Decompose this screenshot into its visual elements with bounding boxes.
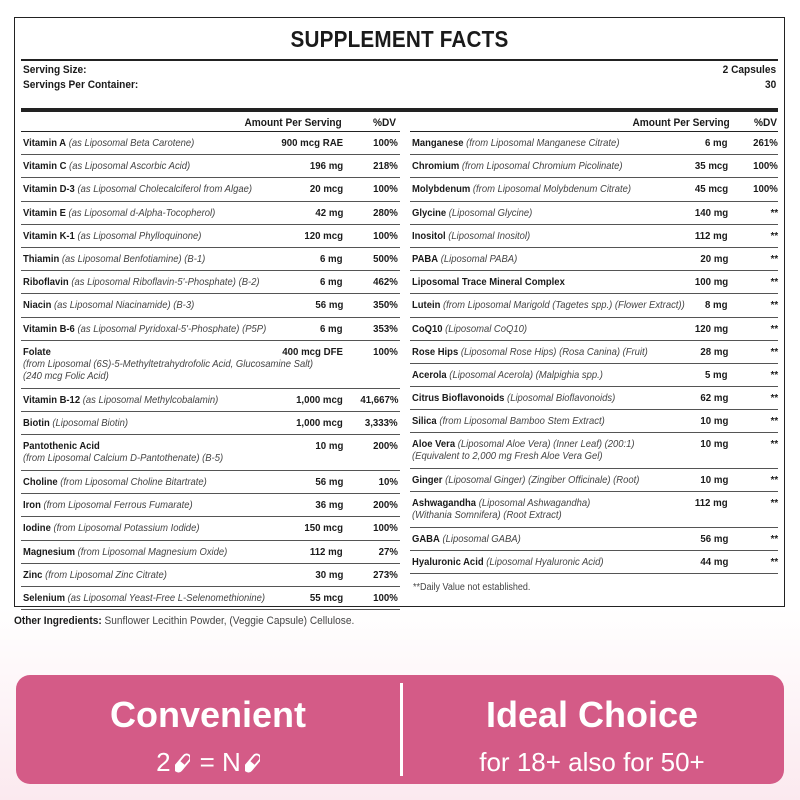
nutrient-amount: 28 mg bbox=[700, 345, 728, 358]
nutrient-row bbox=[21, 412, 400, 435]
nutrient-row bbox=[410, 178, 778, 201]
nutrient-row bbox=[21, 587, 400, 610]
nutrient-source: (from Liposomal Magnesium Oxide) bbox=[77, 545, 228, 558]
nutrient-name: Rose Hips bbox=[412, 345, 459, 358]
nutrient-amount: 112 mg bbox=[695, 229, 728, 242]
nutrient-name: CoQ10 bbox=[412, 322, 443, 335]
nutrient-name: Thiamin bbox=[23, 252, 60, 265]
nutrient-source: (Liposomal Ashwagandha) bbox=[478, 497, 591, 510]
age-text: for 18+ also for 50+ bbox=[479, 747, 705, 777]
nutrient-amount: 6 mg bbox=[705, 137, 728, 149]
nutrient-dv: 273% bbox=[373, 568, 398, 581]
feature-banner bbox=[16, 675, 784, 784]
nutrient-name: GABA bbox=[412, 533, 440, 545]
nutrient-amount: 6 mg bbox=[320, 252, 343, 265]
nutrient-source: (from Liposomal Manganese Citrate) bbox=[466, 137, 620, 149]
serving-size-value: 2 Capsules bbox=[722, 64, 776, 76]
nutrient-label bbox=[23, 499, 193, 511]
capsule-equation bbox=[16, 747, 400, 778]
nutrient-amount: 56 mg bbox=[700, 533, 728, 545]
nutrient-amount: 140 mg bbox=[694, 206, 728, 219]
nutrient-row bbox=[410, 410, 778, 433]
nutrient-row bbox=[21, 517, 400, 540]
nutrient-label bbox=[23, 137, 194, 149]
nutrient-source: (Liposomal Rose Hips) (Rosa Canina) (Fruit) bbox=[460, 345, 648, 358]
nutrient-source: (as Liposomal Benfotiamine) (B-1) bbox=[61, 252, 206, 265]
nutrient-name: Vitamin C bbox=[23, 160, 67, 173]
nutrient-row bbox=[21, 202, 400, 225]
nutrient-label bbox=[23, 276, 260, 288]
nutrient-dv: ** bbox=[770, 556, 778, 569]
nutrient-name: Citrus Bioflavonoids bbox=[412, 392, 505, 405]
nutrient-amount: 10 mg bbox=[700, 438, 728, 451]
nutrient-label bbox=[23, 253, 205, 265]
nutrient-dv: 280% bbox=[373, 206, 398, 219]
nutrient-source: (as Liposomal d-Alpha-Tocopherol) bbox=[68, 206, 216, 219]
nutrient-label bbox=[412, 160, 623, 172]
nutrient-dv: ** bbox=[770, 206, 778, 219]
nutrient-source: (Liposomal GABA) bbox=[442, 533, 521, 545]
nutrient-dv: 100% bbox=[373, 183, 398, 196]
nutrient-row bbox=[21, 389, 400, 412]
nutrient-name: Riboflavin bbox=[23, 276, 69, 289]
nutrient-amount: 6 mg bbox=[320, 276, 343, 289]
nutrient-name: Silica bbox=[412, 415, 437, 428]
nutrient-amount: 10 mg bbox=[700, 415, 728, 428]
nutrient-source-detail: (Withania Somnifera) (Root Extract) bbox=[412, 509, 562, 522]
nutrient-amount: 56 mg bbox=[315, 475, 343, 488]
nutrient-source: (as Liposomal Ascorbic Acid) bbox=[69, 160, 191, 173]
amount-header: Amount Per Serving bbox=[244, 117, 342, 129]
nutrient-label bbox=[23, 522, 199, 534]
nutrient-row bbox=[21, 178, 400, 201]
header-rule bbox=[21, 108, 778, 112]
nutrient-dv: ** bbox=[770, 415, 778, 428]
nutrient-dv: ** bbox=[770, 322, 778, 335]
nutrient-amount: 42 mg bbox=[315, 206, 343, 219]
nutrient-dv: ** bbox=[770, 345, 778, 358]
nutrient-name: Liposomal Trace Mineral Complex bbox=[412, 276, 565, 289]
nutrient-amount: 100 mg bbox=[694, 276, 728, 289]
nutrient-source: (as Liposomal Phylloquinone) bbox=[77, 229, 202, 242]
nutrient-dv: ** bbox=[770, 252, 778, 265]
nutrient-dv: ** bbox=[770, 438, 778, 451]
nutrient-source: (from Liposomal Bamboo Stem Extract) bbox=[439, 415, 605, 428]
nutrient-row bbox=[410, 294, 778, 317]
nutrient-name: Zinc bbox=[23, 568, 43, 581]
servings-per-container-value: 30 bbox=[764, 79, 776, 91]
nutrient-amount: 55 mcg bbox=[309, 591, 343, 604]
nutrient-source: (from Liposomal Choline Bitartrate) bbox=[60, 475, 207, 488]
nutrient-amount: 20 mg bbox=[700, 252, 728, 265]
nutrient-amount: 150 mcg bbox=[304, 522, 343, 535]
ideal-choice-title: Ideal Choice bbox=[485, 694, 699, 735]
nutrient-dv: ** bbox=[770, 229, 778, 242]
nutrient-name: Selenium bbox=[23, 591, 66, 604]
nutrient-source: (as Liposomal Yeast-Free L-Selenomethionine) bbox=[67, 591, 265, 604]
nutrient-dv: ** bbox=[770, 392, 778, 405]
nutrient-source: (from Liposomal Molybdenum Citrate) bbox=[472, 183, 631, 196]
nutrient-label bbox=[23, 160, 190, 172]
nutrient-label bbox=[412, 137, 619, 149]
nutrient-label bbox=[23, 546, 227, 558]
nutrient-label bbox=[23, 417, 128, 429]
nutrient-row bbox=[21, 541, 400, 564]
equals-n: = N bbox=[199, 747, 241, 777]
nutrient-name: Vitamin D-3 bbox=[23, 183, 75, 196]
nutrient-amount: 1,000 mcg bbox=[296, 393, 343, 406]
nutrient-name: Lutein bbox=[412, 299, 441, 312]
nutrient-label bbox=[23, 592, 265, 604]
nutrient-dv: 353% bbox=[373, 322, 398, 335]
nutrient-source: (as Liposomal Beta Carotene) bbox=[68, 137, 195, 149]
nutrient-dv: 10% bbox=[378, 475, 398, 488]
nutrient-source: (from Liposomal Chromium Picolinate) bbox=[461, 160, 623, 173]
nutrient-source: (Liposomal Acerola) (Malpighia spp.) bbox=[449, 368, 603, 381]
nutrient-source: (Liposomal Hyaluronic Acid) bbox=[486, 556, 604, 569]
nutrient-source: (Liposomal Glycine) bbox=[448, 206, 533, 219]
right-column-header bbox=[410, 114, 778, 132]
nutrient-name: Vitamin K-1 bbox=[23, 229, 75, 242]
nutrient-name: Niacin bbox=[23, 299, 52, 312]
nutrient-source: (Liposomal Aloe Vera) (Inner Leaf) (200:1) bbox=[457, 438, 635, 451]
nutrient-dv: 218% bbox=[373, 160, 398, 173]
nutrient-label bbox=[412, 346, 648, 358]
nutrient-dv: 100% bbox=[373, 229, 398, 242]
nutrient-source: (Liposomal Biotin) bbox=[52, 417, 129, 430]
left-nutrient-column bbox=[21, 114, 400, 610]
nutrient-dv: ** bbox=[770, 368, 778, 381]
nutrient-row bbox=[21, 155, 400, 178]
nutrient-amount: 6 mg bbox=[320, 322, 343, 335]
nutrient-dv: 100% bbox=[753, 160, 778, 173]
nutrient-amount: 56 mg bbox=[315, 299, 343, 312]
nutrient-dv: 41,667% bbox=[359, 393, 398, 406]
nutrient-source: (Liposomal CoQ10) bbox=[445, 322, 528, 335]
amount-header: Amount Per Serving bbox=[632, 117, 730, 129]
nutrient-name: Molybdenum bbox=[412, 183, 471, 196]
nutrient-dv: 100% bbox=[373, 345, 398, 358]
nutrient-source: (as Liposomal Riboflavin-5'-Phosphate) (B-2) bbox=[71, 276, 260, 289]
nutrient-name: Vitamin B-12 bbox=[23, 393, 81, 406]
nutrient-amount: 35 mcg bbox=[694, 160, 728, 173]
nutrient-dv: 261% bbox=[753, 137, 778, 149]
nutrient-label bbox=[23, 394, 218, 406]
nutrient-dv: ** bbox=[770, 474, 778, 487]
nutrient-row bbox=[410, 318, 778, 341]
nutrient-source-detail: (Equivalent to 2,000 mg Fresh Aloe Vera Gel) bbox=[412, 450, 603, 463]
nutrient-row bbox=[410, 433, 778, 469]
nutrient-amount: 120 mcg bbox=[304, 229, 343, 242]
nutrient-label bbox=[412, 183, 631, 195]
nutrient-name: Biotin bbox=[23, 417, 50, 430]
right-nutrient-column bbox=[410, 114, 778, 593]
nutrient-dv: 27% bbox=[378, 545, 398, 558]
nutrient-dv: 500% bbox=[373, 252, 398, 265]
nutrient-amount: 900 mcg RAE bbox=[281, 137, 343, 149]
nutrient-row bbox=[410, 155, 778, 178]
nutrient-name: Vitamin E bbox=[23, 206, 66, 219]
nutrient-dv: 100% bbox=[373, 591, 398, 604]
nutrient-row bbox=[21, 494, 400, 517]
nutrient-row bbox=[410, 225, 778, 248]
nutrient-source: (Liposomal Ginger) (Zingiber Officinale) (Root) bbox=[445, 474, 640, 487]
nutrient-source: (Liposomal Inositol) bbox=[448, 229, 531, 242]
nutrient-row bbox=[410, 132, 778, 155]
nutrient-name: Vitamin A bbox=[23, 137, 67, 149]
nutrient-source: (Liposomal Bioflavonoids) bbox=[507, 392, 616, 405]
nutrient-amount: 10 mg bbox=[700, 474, 728, 487]
nutrient-label bbox=[412, 556, 604, 568]
nutrient-row bbox=[21, 318, 400, 341]
other-ingredients bbox=[14, 615, 354, 627]
nutrient-name: Choline bbox=[23, 475, 58, 488]
dv-footnote: **Daily Value not established. bbox=[413, 582, 531, 594]
nutrient-row bbox=[410, 492, 778, 528]
nutrient-row bbox=[21, 341, 400, 389]
nutrient-amount: 44 mg bbox=[700, 556, 728, 569]
convenient-title: Convenient bbox=[109, 694, 306, 735]
nutrient-dv: ** bbox=[770, 276, 778, 289]
nutrient-row bbox=[21, 225, 400, 248]
nutrient-row bbox=[410, 364, 778, 387]
nutrient-amount: 62 mg bbox=[700, 392, 728, 405]
nutrient-label bbox=[23, 346, 51, 358]
nutrient-amount: 196 mg bbox=[309, 160, 343, 173]
nutrient-amount: 45 mcg bbox=[694, 183, 728, 196]
nutrient-name: Magnesium bbox=[23, 545, 75, 558]
nutrient-amount: 36 mg bbox=[315, 499, 343, 512]
nutrient-name: Iron bbox=[23, 499, 41, 512]
nutrient-source: (as Liposomal Pyridoxal-5'-Phosphate) (P5P) bbox=[77, 322, 267, 335]
nutrient-label bbox=[23, 440, 100, 452]
nutrient-source: (as Liposomal Cholecalciferol from Algae) bbox=[77, 183, 253, 196]
nutrient-amount: 112 mg bbox=[310, 545, 343, 558]
nutrient-dv: 200% bbox=[373, 499, 398, 512]
nutrient-amount: 1,000 mcg bbox=[296, 417, 343, 430]
nutrient-source: (Liposomal PABA) bbox=[440, 252, 518, 265]
nutrient-row bbox=[410, 469, 778, 492]
nutrient-dv: 350% bbox=[373, 299, 398, 312]
nutrient-name: Ginger bbox=[412, 474, 443, 487]
nutrient-dv: 100% bbox=[373, 137, 398, 149]
nutrient-label bbox=[412, 299, 685, 311]
nutrient-name: Manganese bbox=[412, 137, 464, 149]
nutrient-row bbox=[21, 435, 400, 471]
nutrient-amount: 112 mg bbox=[695, 497, 728, 510]
nutrient-row bbox=[21, 294, 400, 317]
nutrient-label bbox=[412, 438, 635, 450]
nutrient-name: Acerola bbox=[412, 368, 447, 381]
other-ingredients-value: Sunflower Lecithin Powder, (Veggie Capsule) Cellulose. bbox=[104, 615, 355, 627]
nutrient-label bbox=[412, 369, 603, 381]
nutrient-amount: 400 mcg DFE bbox=[282, 345, 343, 358]
nutrient-name: Ashwagandha bbox=[412, 497, 477, 510]
nutrient-dv: ** bbox=[770, 533, 778, 545]
nutrient-source: (from Liposomal Ferrous Fumarate) bbox=[43, 499, 193, 512]
nutrient-label bbox=[412, 323, 527, 335]
nutrient-name: Chromium bbox=[412, 160, 460, 173]
panel-title: SUPPLEMENT FACTS bbox=[290, 26, 509, 52]
nutrient-row bbox=[410, 551, 778, 574]
nutrient-row bbox=[410, 387, 778, 410]
nutrient-label bbox=[23, 323, 266, 335]
nutrient-source: (from Liposomal Potassium Iodide) bbox=[53, 522, 200, 535]
nutrient-amount: 120 mg bbox=[694, 322, 728, 335]
nutrient-label bbox=[23, 299, 194, 311]
nutrient-source-detail: (from Liposomal Calcium D-Pantothenate) (B-5) bbox=[23, 452, 224, 465]
nutrient-source: (from Liposomal Zinc Citrate) bbox=[45, 568, 167, 581]
nutrient-row bbox=[21, 564, 400, 587]
nutrient-amount: 5 mg bbox=[705, 368, 728, 381]
nutrient-row bbox=[410, 528, 778, 551]
nutrient-name: PABA bbox=[412, 252, 439, 265]
nutrient-row bbox=[21, 132, 400, 155]
nutrient-label bbox=[23, 230, 201, 242]
nutrient-label bbox=[23, 183, 252, 195]
nutrient-name: Vitamin B-6 bbox=[23, 322, 75, 335]
nutrient-row bbox=[21, 471, 400, 494]
nutrient-name: Aloe Vera bbox=[412, 438, 456, 451]
nutrient-label bbox=[412, 392, 615, 404]
capsule-icon bbox=[175, 752, 190, 774]
nutrient-dv: 462% bbox=[373, 276, 398, 289]
nutrient-dv: 200% bbox=[373, 440, 398, 453]
nutrient-label bbox=[23, 476, 207, 488]
capsule-icon bbox=[245, 752, 260, 774]
nutrient-source: (from Liposomal Marigold (Tagetes spp.) (Flower Extract)) bbox=[442, 299, 685, 312]
nutrient-dv: 3,333% bbox=[365, 417, 398, 430]
nutrient-source: (as Liposomal Niacinamide) (B-3) bbox=[53, 299, 195, 312]
nutrient-amount: 30 mg bbox=[315, 568, 343, 581]
dv-header: %DV bbox=[372, 117, 396, 129]
nutrient-label bbox=[412, 207, 532, 219]
nutrient-label bbox=[23, 569, 167, 581]
nutrient-row bbox=[21, 271, 400, 294]
nutrient-source-detail: (240 mcg Folic Acid) bbox=[23, 370, 109, 383]
nutrient-amount: 20 mcg bbox=[309, 183, 343, 196]
nutrient-row bbox=[410, 271, 778, 294]
nutrient-name: Iodine bbox=[23, 522, 51, 535]
nutrient-source-detail: (from Liposomal (6S)-5-Methyltetrahydrofolic Acid, Glucosamine Salt) bbox=[23, 357, 314, 370]
nutrient-amount: 8 mg bbox=[705, 299, 728, 312]
nutrient-label bbox=[412, 533, 521, 545]
nutrient-row bbox=[410, 202, 778, 225]
nutrient-label bbox=[412, 415, 605, 427]
nutrient-dv: 100% bbox=[373, 522, 398, 535]
nutrient-row bbox=[410, 341, 778, 364]
nutrient-name: Inositol bbox=[412, 229, 446, 242]
nutrient-name: Pantothenic Acid bbox=[23, 440, 100, 453]
servings-per-container-label: Servings Per Container: bbox=[23, 79, 139, 91]
nutrient-dv: 100% bbox=[753, 183, 778, 196]
left-column-header bbox=[21, 114, 400, 132]
nutrient-row bbox=[410, 248, 778, 271]
ideal-choice-section bbox=[400, 675, 784, 784]
supplement-facts-panel bbox=[14, 17, 785, 607]
nutrient-amount: 10 mg bbox=[315, 440, 343, 453]
title-rule bbox=[21, 59, 778, 61]
nutrient-label bbox=[412, 253, 517, 265]
nutrient-dv: ** bbox=[770, 497, 778, 510]
nutrient-dv: ** bbox=[770, 299, 778, 312]
nutrient-name: Hyaluronic Acid bbox=[412, 556, 484, 569]
nutrient-label bbox=[412, 230, 530, 242]
nutrient-row bbox=[21, 248, 400, 271]
nutrient-label bbox=[412, 276, 565, 288]
nutrient-label bbox=[412, 474, 639, 486]
other-ingredients-label: Other Ingredients: bbox=[14, 615, 102, 627]
nutrient-label bbox=[412, 497, 590, 509]
capsule-count: 2 bbox=[156, 747, 171, 777]
nutrient-source: (as Liposomal Methylcobalamin) bbox=[82, 393, 219, 406]
convenient-section bbox=[16, 675, 400, 784]
nutrient-label bbox=[23, 207, 215, 219]
serving-size-label: Serving Size: bbox=[23, 64, 87, 76]
nutrient-name: Glycine bbox=[412, 206, 447, 219]
nutrient-name: Folate bbox=[23, 345, 51, 358]
dv-header: %DV bbox=[753, 117, 777, 129]
